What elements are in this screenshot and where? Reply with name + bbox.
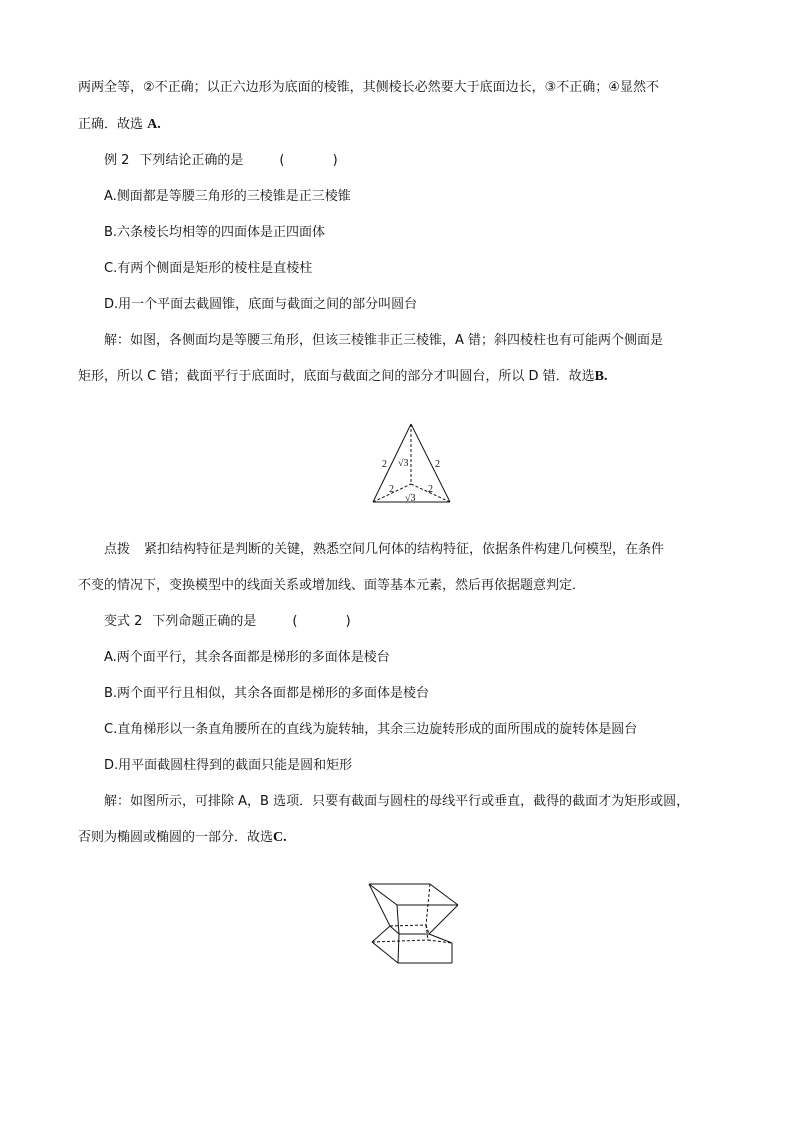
variant2-option-a: A.两个面平行，其余各面都是梯形的多面体是棱台: [104, 650, 390, 665]
upper-lateral-1: [369, 884, 390, 926]
bottom-face-left: [372, 942, 398, 963]
variant2-solution-text: 否则为椭圆或椭圆的一部分．故选: [78, 830, 274, 845]
variant2-answer-blank: ( ): [292, 614, 373, 629]
mid-face-left: [390, 926, 399, 934]
tip-label: 点拨: [104, 542, 131, 557]
variant2-option-c: C.直角梯形以一条直角腰所在的直线为旋转轴，其余三边旋转形成的面所围成的旋转体是圆台: [104, 722, 638, 737]
example2-solution-text: 矩形，所以 C 错；截面平行于底面时，底面与截面之间的部分才叫圆台，所以 D 错．故选: [78, 369, 595, 384]
variant2-solution-line-2: [78, 829, 287, 847]
upper-lateral-3: [429, 905, 458, 934]
intro-line-2: [78, 116, 161, 134]
variant2-answer: C.: [273, 830, 287, 845]
mid-face-back-hidden: [390, 925, 426, 926]
example2-solution-line-2: [78, 368, 607, 386]
upper-lateral-2: [397, 905, 399, 934]
tip-line-2: 不变的情况下，变换模型中的线面关系或增加线、面等基本元素，然后再依据题意判定．: [78, 578, 586, 593]
bottom-face-back-hidden: [372, 940, 428, 942]
intro-line-2-text: 正确．故选: [78, 117, 144, 132]
example2-question-text: 下列结论正确的是: [139, 153, 244, 168]
example2-option-c: C.有两个侧面是矩形的棱柱是直棱柱: [104, 261, 313, 276]
example2-question: [104, 152, 360, 170]
top-face-right: [430, 884, 458, 905]
label-right-edge: 2: [435, 459, 440, 470]
variant2-option-d: D.用平面截圆柱得到的截面只能是圆和矩形: [104, 758, 353, 773]
example2-answer: B.: [594, 369, 608, 384]
tip-line-1: [104, 541, 664, 559]
label-back-right: 2: [428, 484, 433, 495]
answer-blank: ( ): [279, 153, 360, 168]
example2-label: 例 2: [104, 153, 130, 168]
label-back-left: 2: [389, 484, 394, 495]
variant2-question: [104, 613, 373, 631]
variant2-label: 变式 2: [104, 614, 143, 629]
example2-option-b: B.六条棱长均相等的四面体是正四面体: [104, 225, 326, 240]
variant2-option-b: B.两个面平行且相似，其余各面都是梯形的多面体是棱台: [104, 686, 430, 701]
variant2-solution-line-1: 解：如图所示，可排除 A，B 选项．只要有截面与圆柱的母线平行或垂直，截得的截面才为矩形或圆，: [104, 794, 690, 809]
variant2-question-text: 下列命题正确的是: [152, 614, 257, 629]
pyramid-figure: [360, 418, 460, 510]
label-left-edge: 2: [382, 459, 387, 470]
lower-lateral-2: [398, 934, 399, 963]
example2-option-d: D.用一个平面去截圆锥，底面与截面之间的部分叫圆台: [104, 297, 418, 312]
label-sqrt3-base: √3: [405, 493, 416, 504]
tip-text-1: 紧扣结构特征是判断的关键，熟悉空间几何体的结构特征，依据条件构建几何模型，在条件: [144, 542, 665, 557]
top-face-left: [369, 884, 397, 905]
example2-option-a: A.侧面都是等腰三角形的三棱锥是正三棱锥: [104, 189, 351, 204]
double-frustum-figure: [362, 878, 462, 970]
example2-solution-line-1: 解：如图，各侧面均是等腰三角形，但该三棱锥非正三棱锥，A 错；斜四棱柱也有可能两个侧面是: [104, 333, 664, 348]
intro-line-1: 两两全等，②不正确；以正六边形为底面的棱锥，其侧棱长必然要大于底面边长，③不正确；④显然不: [78, 80, 659, 95]
lower-lateral-1: [372, 926, 390, 942]
intro-answer: A.: [147, 117, 161, 132]
label-sqrt3-height: √3: [398, 458, 409, 469]
